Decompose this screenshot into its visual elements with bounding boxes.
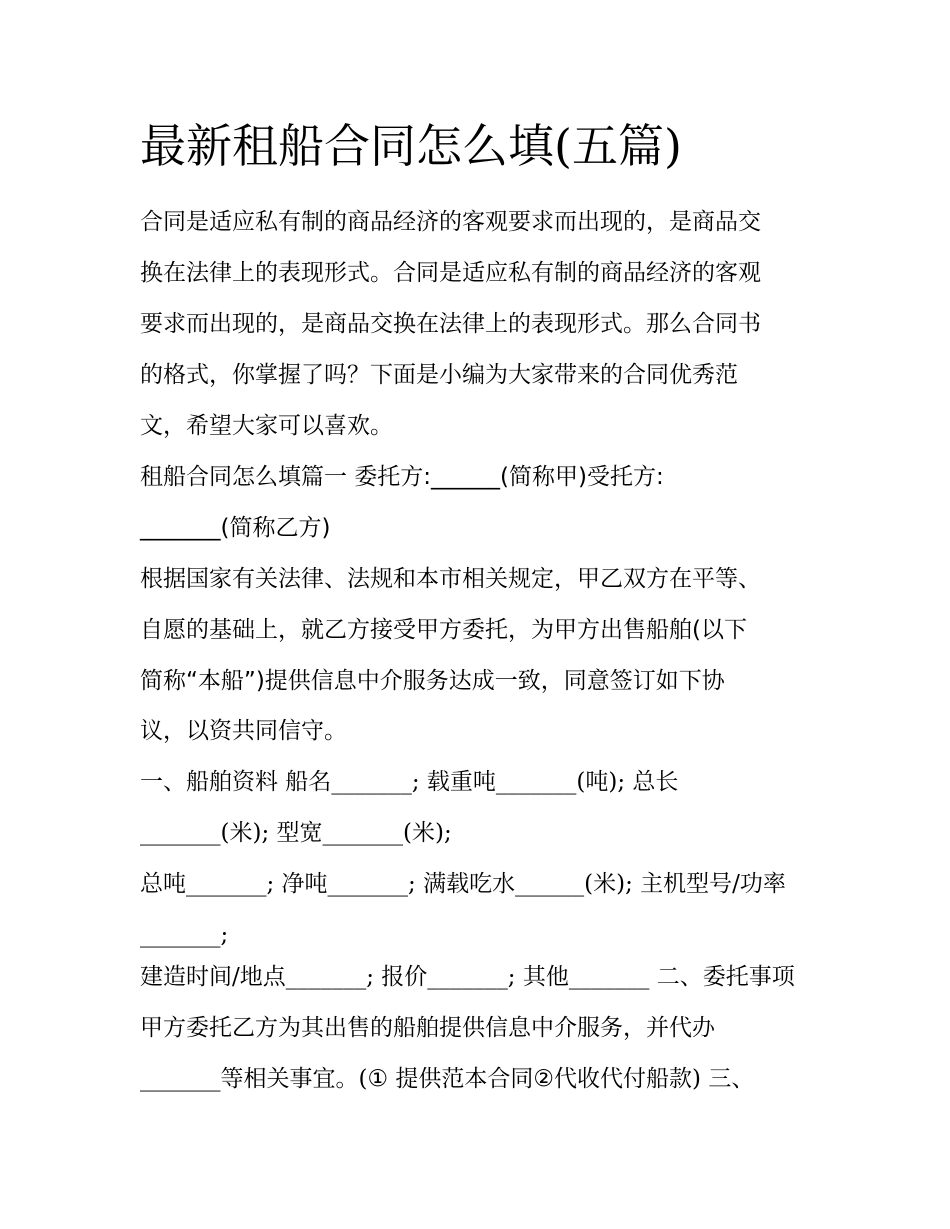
section-heading-line: 租船合同怎么填篇一 委托方:______(简称甲)受托方:	[140, 464, 664, 490]
ship-info-line-1	[140, 765, 678, 799]
last-line-services: ① 提供范本合同②代收代付船款	[367, 1066, 693, 1092]
document-title: 最新租船合同怎么填(五篇)	[140, 119, 682, 173]
body-line-3: 简称“本船”)提供信息中介服务达成一致，同意签订如下协	[140, 668, 725, 694]
last-line	[140, 1062, 754, 1096]
ship-info-fields: _______; 载重吨_______(吨); 总长	[331, 769, 679, 795]
entrust-line: 甲方委托乙方为其出售的船舶提供信息中介服务，并代办	[140, 1015, 715, 1041]
ship-info-line-2: _______(米); 型宽_______(米);	[140, 820, 452, 846]
intro-line-4: 的格式，你掌握了吗？下面是小编为大家带来的合同优秀范	[140, 362, 738, 388]
build-price-fields: 建造时间/地点_______; 报价_______; 其他_______	[140, 964, 657, 990]
last-line-start: _______等相关事宜。(	[140, 1066, 368, 1092]
intro-line-5: 文，希望大家可以喜欢。	[140, 413, 393, 439]
ship-info-line-5	[140, 960, 795, 994]
draft-label: 满载吃	[423, 871, 493, 897]
intro-line-3: 要求而出现的，是商品交换在法律上的表现形式。那么合同书	[140, 311, 761, 337]
body-line-2: 自愿的基础上，就乙方接受甲方委托，为甲方出售船舶(以下	[140, 617, 747, 643]
ship-info-line-4: _______;	[140, 922, 229, 948]
entrust-heading: 二、委托事项	[656, 964, 795, 990]
ship-info-heading: 一、船舶资料 船名	[140, 769, 332, 795]
body-line-1: 根据国家有关法律、法规和本市相关规定，甲乙双方在平等、	[140, 566, 761, 592]
ship-info-line-3	[140, 867, 786, 901]
body-line-4: 议，以资共同信守。	[140, 718, 347, 744]
section-heading-line-2: _______(简称乙方)	[140, 515, 331, 541]
draft-fields: 水______(米); 主机型号/功率	[492, 871, 786, 897]
intro-line-1: 合同是适应私有制的商品经济的客观要求而出现的，是商品交	[140, 209, 761, 235]
last-line-end: ) 三、	[692, 1066, 755, 1092]
intro-line-2: 换在法律上的表现形式。合同是适应私有制的商品经济的客观	[140, 260, 761, 286]
tonnage-fields: 总吨_______; 净吨_______;	[140, 871, 424, 897]
